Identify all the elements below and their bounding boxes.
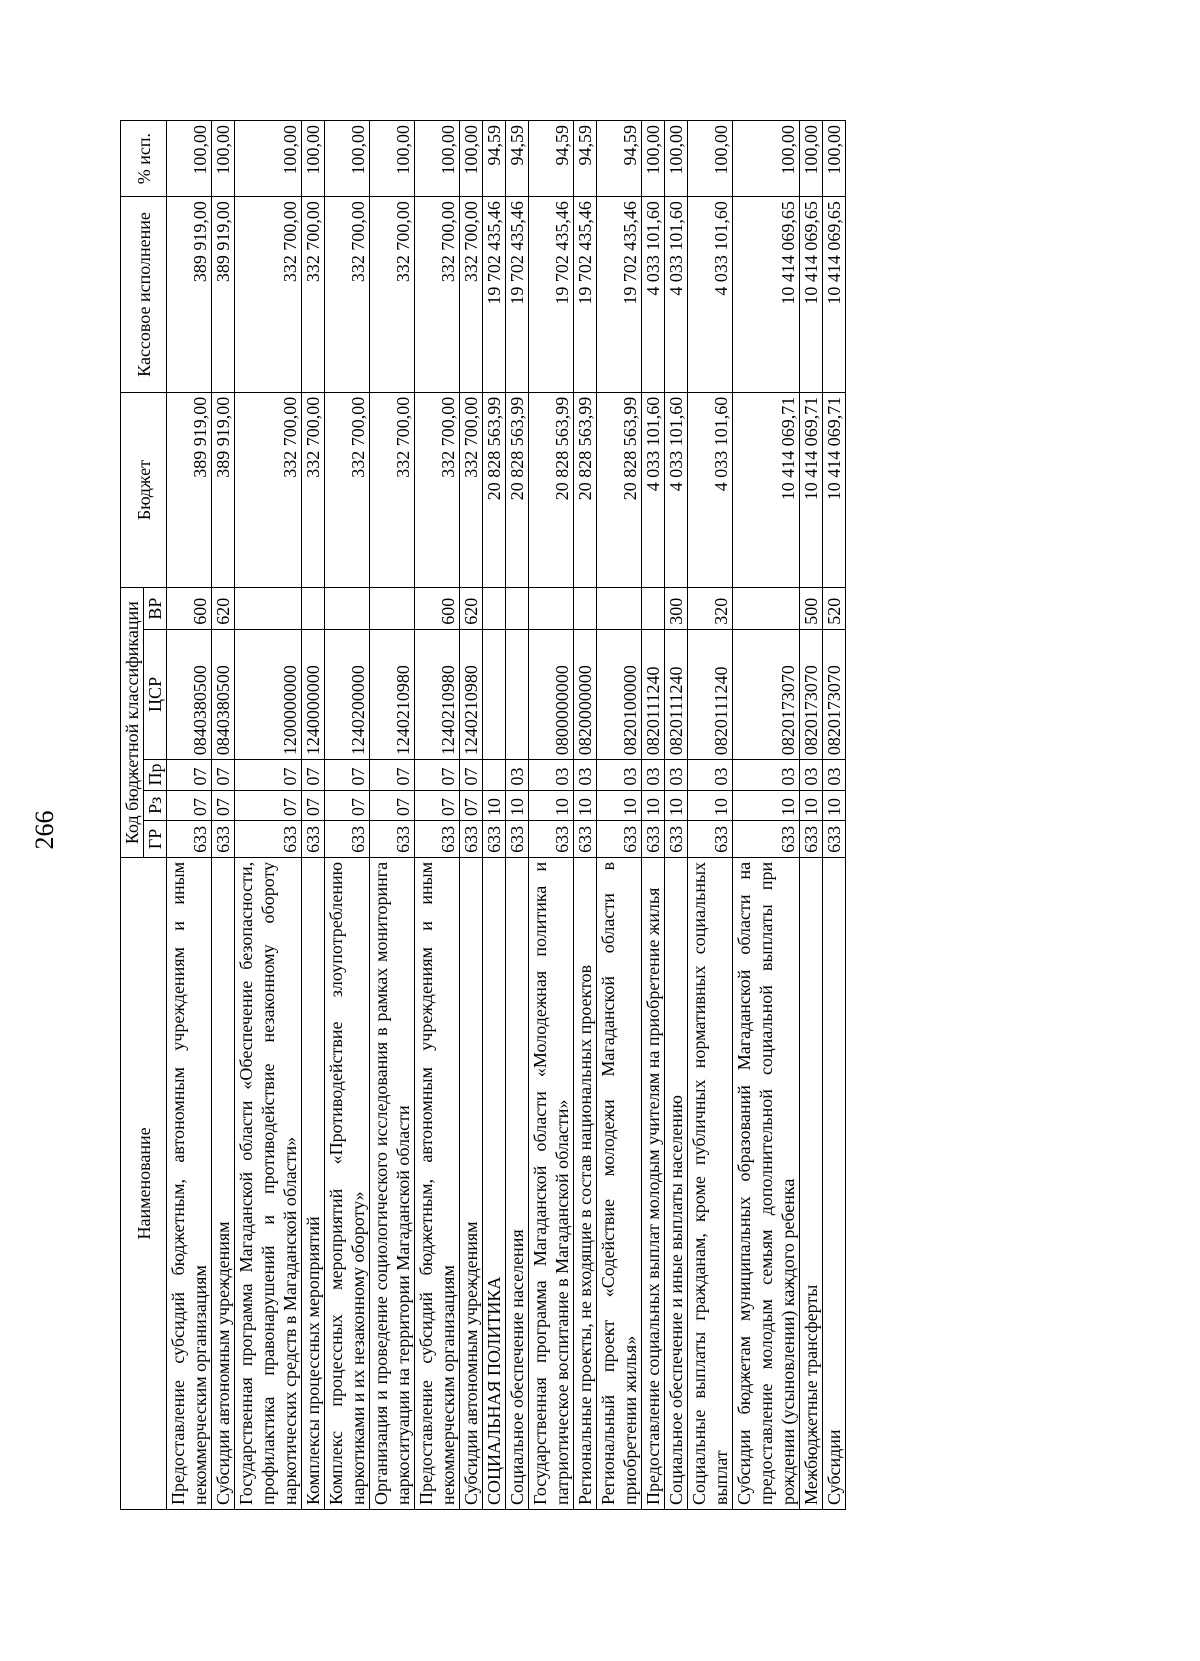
cell-budget: 10 414 069,71 [733,392,800,588]
cell-cash: 10 414 069,65 [800,197,823,393]
header-pct: % исп. [121,121,167,197]
cell-gr: 633 [529,820,574,857]
cell-vr [370,588,415,629]
cell-cash: 332 700,00 [325,197,370,393]
cell-pr: 07 [325,760,370,790]
table-row [642,121,665,1510]
cell-rz: 10 [529,790,574,820]
cell-name: Комплекс процессных мероприятий «Противодействие злоупотреблению наркотиками и их незаконному обороту» [325,857,370,1509]
cell-vr [506,588,529,629]
table-row [688,121,733,1510]
cell-csr: 0820100000 [597,629,642,759]
cell-csr: 0820000000 [574,629,597,759]
cell-pct: 100,00 [370,121,415,197]
page-number: 266 [30,810,59,850]
cell-pct: 100,00 [460,121,483,197]
cell-cash: 10 414 069,65 [823,197,846,393]
header-budget: Бюджет [121,392,167,588]
cell-budget: 10 414 069,71 [823,392,846,588]
table-row [483,121,506,1510]
cell-cash: 4 033 101,60 [688,197,733,393]
cell-name: Социальные выплаты гражданам, кроме публичных нормативных социальных выплат [688,857,733,1509]
cell-pr: 03 [823,760,846,790]
cell-cash: 332 700,00 [302,197,325,393]
header-name: Наименование [121,857,167,1509]
cell-budget: 332 700,00 [235,392,302,588]
cell-name: Предоставление субсидий бюджетным, автономным учреждениям и иным некоммерческим организациям [167,857,212,1509]
cell-pct: 94,59 [597,121,642,197]
cell-gr: 633 [167,820,212,857]
cell-csr: 0840380500 [212,629,235,759]
cell-pct: 100,00 [823,121,846,197]
cell-rz: 07 [235,790,302,820]
cell-budget: 20 828 563,99 [506,392,529,588]
rotated-page [20,60,1100,1620]
cell-rz: 10 [642,790,665,820]
cell-pr: 03 [733,760,800,790]
cell-name: Региональный проект «Содействие молодежи Магаданской области в приобретении жилья» [597,857,642,1509]
cell-gr: 633 [823,820,846,857]
header-cash: Кассовое исполнение [121,197,167,393]
cell-budget: 4 033 101,60 [688,392,733,588]
cell-pr: 03 [574,760,597,790]
cell-name: Субсидии автономным учреждениям [460,857,483,1509]
cell-vr: 620 [212,588,235,629]
cell-gr: 633 [800,820,823,857]
cell-pct: 100,00 [415,121,460,197]
cell-rz: 07 [370,790,415,820]
cell-pr: 03 [597,760,642,790]
cell-csr [483,629,506,759]
cell-pr: 07 [302,760,325,790]
cell-pr [483,760,506,790]
cell-csr: 0820111240 [665,629,688,759]
cell-name: Организация и проведение социологического исследования в рамках мониторинга наркоситуации на территории Магаданской области [370,857,415,1509]
cell-csr: 0820111240 [642,629,665,759]
cell-cash: 19 702 435,46 [574,197,597,393]
table-row [800,121,823,1510]
cell-rz: 07 [167,790,212,820]
cell-pr: 07 [415,760,460,790]
cell-csr: 1240210980 [460,629,483,759]
cell-gr: 633 [460,820,483,857]
cell-vr: 320 [688,588,733,629]
cell-csr: 0820173070 [800,629,823,759]
cell-budget: 332 700,00 [460,392,483,588]
cell-budget: 10 414 069,71 [800,392,823,588]
cell-gr: 633 [302,820,325,857]
cell-pct: 94,59 [506,121,529,197]
cell-cash: 4 033 101,60 [642,197,665,393]
cell-rz: 07 [325,790,370,820]
cell-pct: 100,00 [642,121,665,197]
cell-budget: 4 033 101,60 [665,392,688,588]
cell-name: Региональные проекты, не входящие в состав национальных проектов [574,857,597,1509]
table-row [167,121,212,1510]
cell-gr: 633 [212,820,235,857]
cell-pct: 94,59 [529,121,574,197]
cell-cash: 389 919,00 [167,197,212,393]
cell-budget: 20 828 563,99 [483,392,506,588]
cell-rz: 10 [483,790,506,820]
cell-rz: 10 [665,790,688,820]
cell-cash: 19 702 435,46 [529,197,574,393]
cell-gr: 633 [665,820,688,857]
cell-csr: 0840380500 [167,629,212,759]
cell-rz: 10 [574,790,597,820]
cell-pct: 100,00 [688,121,733,197]
cell-vr [325,588,370,629]
cell-csr: 0820111240 [688,629,733,759]
cell-cash: 332 700,00 [235,197,302,393]
cell-pct: 100,00 [212,121,235,197]
cell-rz: 10 [688,790,733,820]
cell-name: Социальное обеспечение населения [506,857,529,1509]
cell-budget: 4 033 101,60 [642,392,665,588]
cell-csr [506,629,529,759]
cell-rz: 07 [415,790,460,820]
cell-gr: 633 [415,820,460,857]
cell-csr: 0800000000 [529,629,574,759]
cell-pct: 100,00 [167,121,212,197]
cell-pct: 94,59 [483,121,506,197]
cell-pr: 03 [642,760,665,790]
cell-csr: 1240210980 [370,629,415,759]
cell-budget: 389 919,00 [167,392,212,588]
cell-budget: 332 700,00 [325,392,370,588]
cell-vr [597,588,642,629]
cell-cash: 19 702 435,46 [597,197,642,393]
cell-name: Комплексы процессных мероприятий [302,857,325,1509]
cell-pr: 03 [529,760,574,790]
budget-table [120,120,846,1510]
table-row [597,121,642,1510]
cell-pr: 07 [167,760,212,790]
cell-budget: 332 700,00 [415,392,460,588]
cell-rz: 07 [212,790,235,820]
cell-pr: 07 [212,760,235,790]
cell-csr: 0820173070 [733,629,800,759]
cell-name: Предоставление субсидий бюджетным, автономным учреждениям и иным некоммерческим организациям [415,857,460,1509]
cell-csr: 1200000000 [235,629,302,759]
cell-pct: 100,00 [665,121,688,197]
header-gr: ГР [144,820,167,857]
cell-pct: 100,00 [235,121,302,197]
cell-vr [529,588,574,629]
cell-cash: 332 700,00 [460,197,483,393]
cell-pr: 03 [688,760,733,790]
cell-rz: 10 [733,790,800,820]
table-row [212,121,235,1510]
cell-cash: 19 702 435,46 [483,197,506,393]
cell-cash: 332 700,00 [370,197,415,393]
cell-vr [574,588,597,629]
table-body [167,121,846,1510]
header-vr: ВР [144,588,167,629]
cell-cash: 19 702 435,46 [506,197,529,393]
header-code-group: Код бюджетной классификации [121,588,144,858]
cell-pct: 94,59 [574,121,597,197]
table-row [506,121,529,1510]
cell-name: Предоставление социальных выплат молодым учителям на приобретение жилья [642,857,665,1509]
cell-pct: 100,00 [325,121,370,197]
cell-gr: 633 [235,820,302,857]
cell-name: Субсидии [823,857,846,1509]
table-row [235,121,302,1510]
table-row [665,121,688,1510]
table-row [529,121,574,1510]
cell-pct: 100,00 [733,121,800,197]
table-row [733,121,800,1510]
cell-vr [733,588,800,629]
cell-csr: 0820173070 [823,629,846,759]
cell-cash: 10 414 069,65 [733,197,800,393]
cell-csr: 1240000000 [302,629,325,759]
cell-pr: 03 [665,760,688,790]
cell-rz: 10 [800,790,823,820]
cell-cash: 4 033 101,60 [665,197,688,393]
cell-pr: 03 [800,760,823,790]
cell-name: Социальное обеспечение и иные выплаты населению [665,857,688,1509]
cell-pr: 07 [370,760,415,790]
cell-vr [302,588,325,629]
table-row [574,121,597,1510]
cell-rz: 10 [597,790,642,820]
cell-name: Межбюджетные трансферты [800,857,823,1509]
cell-vr: 620 [460,588,483,629]
cell-pr: 03 [506,760,529,790]
cell-cash: 332 700,00 [415,197,460,393]
table-row [460,121,483,1510]
cell-vr: 600 [167,588,212,629]
cell-gr: 633 [506,820,529,857]
cell-vr [235,588,302,629]
cell-budget: 389 919,00 [212,392,235,588]
cell-budget: 332 700,00 [302,392,325,588]
cell-gr: 633 [325,820,370,857]
cell-gr: 633 [574,820,597,857]
cell-name: Субсидии автономным учреждениям [212,857,235,1509]
cell-pct: 100,00 [800,121,823,197]
cell-name: СОЦИАЛЬНАЯ ПОЛИТИКА [483,857,506,1509]
cell-gr: 633 [597,820,642,857]
cell-gr: 633 [483,820,506,857]
cell-csr: 1240200000 [325,629,370,759]
cell-vr [642,588,665,629]
header-csr: ЦСР [144,629,167,759]
cell-gr: 633 [370,820,415,857]
table-row [325,121,370,1510]
cell-pct: 100,00 [302,121,325,197]
cell-vr [483,588,506,629]
cell-rz: 10 [823,790,846,820]
cell-csr: 1240210980 [415,629,460,759]
cell-name: Субсидии бюджетам муниципальных образований Магаданской области на предоставление молодым семьям дополнительной социальной выплаты при рождении (усыновлении) каждого ребенка [733,857,800,1509]
cell-rz: 07 [302,790,325,820]
cell-budget: 20 828 563,99 [597,392,642,588]
cell-rz: 10 [506,790,529,820]
cell-rz: 07 [460,790,483,820]
cell-gr: 633 [733,820,800,857]
cell-budget: 20 828 563,99 [574,392,597,588]
table-row [415,121,460,1510]
cell-vr: 500 [800,588,823,629]
cell-vr: 520 [823,588,846,629]
cell-cash: 389 919,00 [212,197,235,393]
cell-gr: 633 [642,820,665,857]
table-row [823,121,846,1510]
cell-vr: 300 [665,588,688,629]
cell-pr: 07 [460,760,483,790]
cell-vr: 600 [415,588,460,629]
table-row [302,121,325,1510]
cell-name: Государственная программа Магаданской области «Молодежная политика и патриотическое воспитание в Магаданской области» [529,857,574,1509]
header-pr: Пр [144,760,167,790]
cell-budget: 20 828 563,99 [529,392,574,588]
header-rz: Рз [144,790,167,820]
cell-pr: 07 [235,760,302,790]
cell-gr: 633 [688,820,733,857]
table-row [370,121,415,1510]
cell-name: Государственная программа Магаданской области «Обеспечение безопасности, профилактика правонарушений и противодействие незаконному обороту наркотических средств в Магаданской области» [235,857,302,1509]
cell-budget: 332 700,00 [370,392,415,588]
